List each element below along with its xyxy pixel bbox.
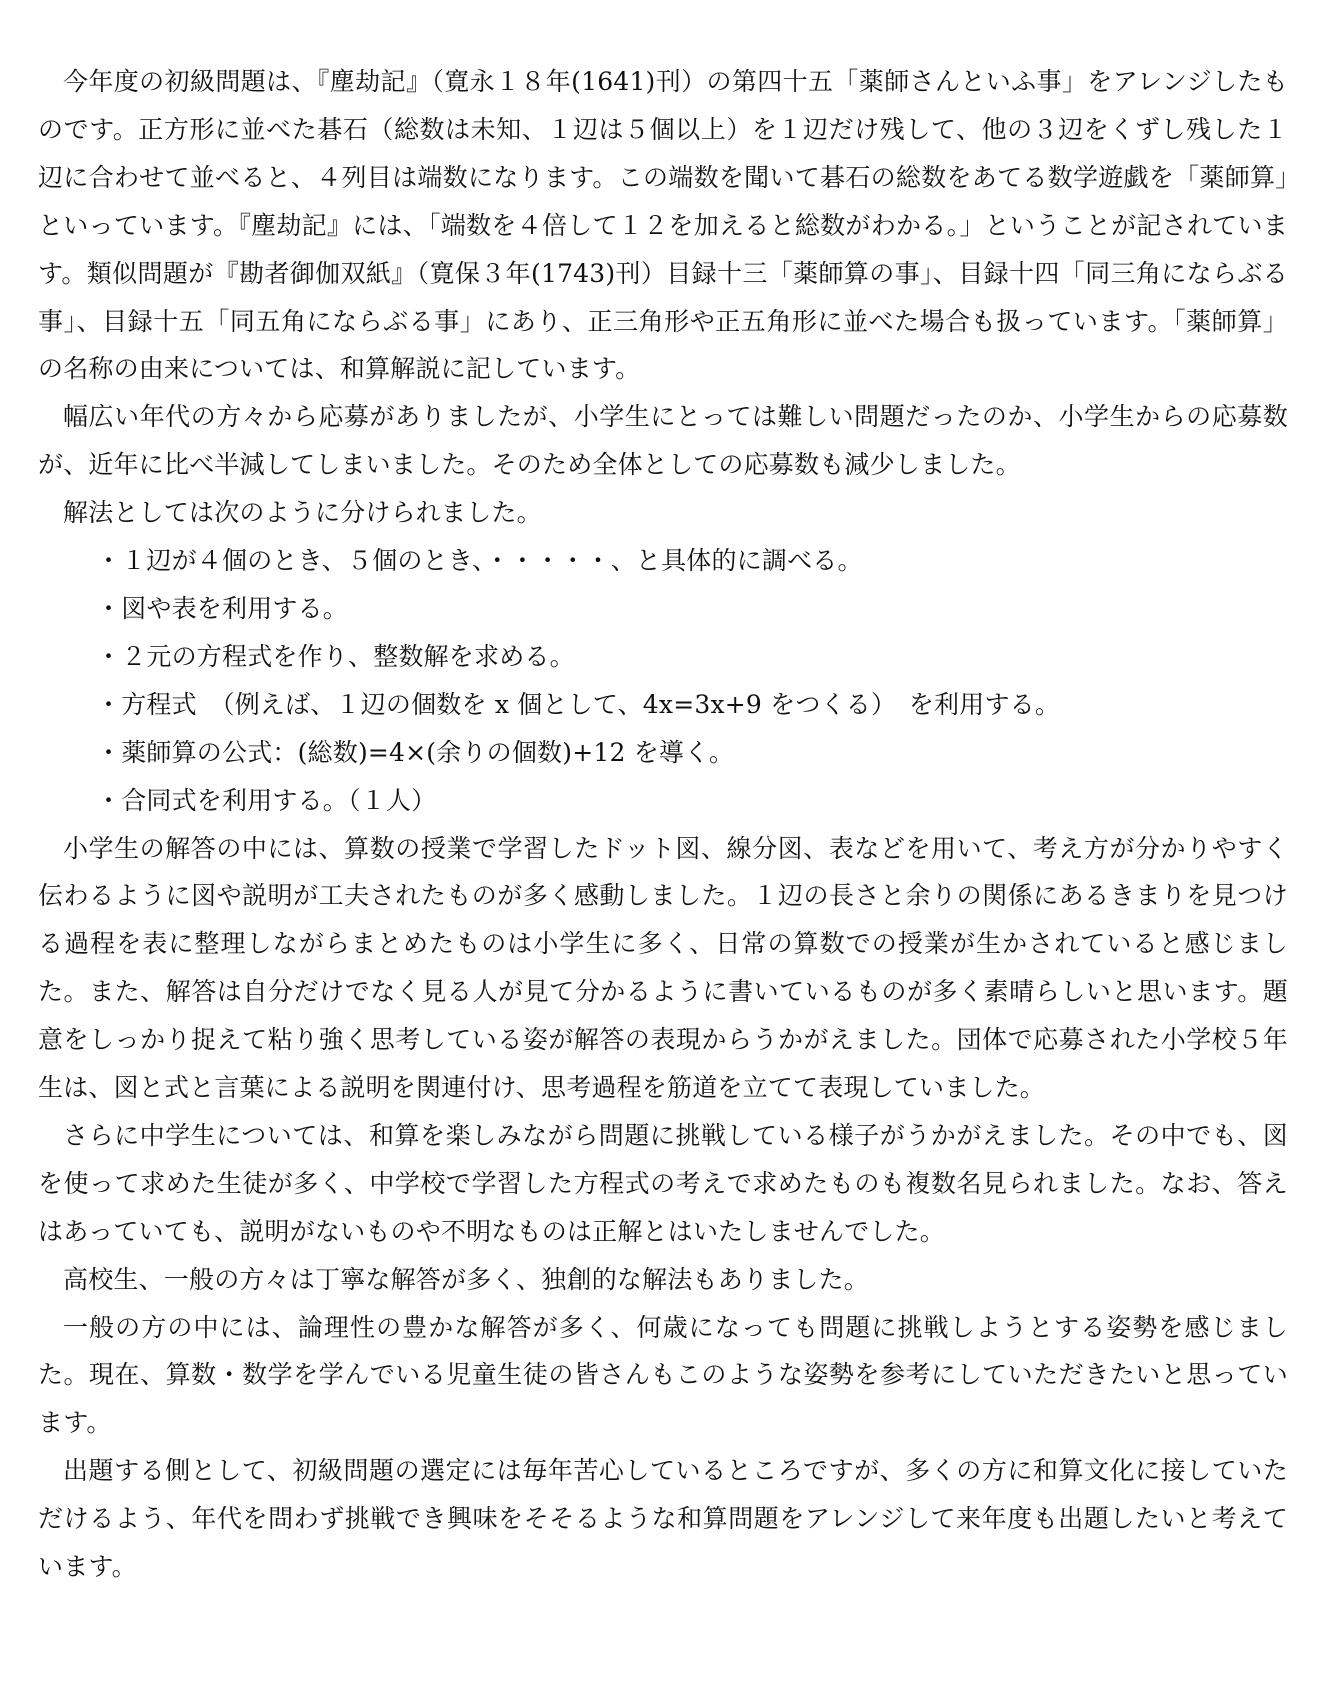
paragraph-high-school: 高校生、一般の方々は丁寧な解答が多く、独創的な解法もありました。 [63, 1264, 869, 1294]
list-item: ・薬師算の公式：(総数)=4×(余りの個数)+12 を導く。 [96, 737, 735, 767]
paragraph-elementary: 小学生の解答の中には、算数の授業で学習したドット図、線分図、表などを用いて、考え方が分かりやすく伝わるように図や説明が工夫されたものが多く感動しました。１辺の長さと余りの関係にあるきまりを見つける過程を表に整理しながらまとめたものは小学生に多く、日常の算数での授業が生かされていると感じました。また、解答は自分だけでなく見る人が見て分かるように書いているものが多く素晴らしいと思います。題意をしっかり捉えて粘り強く思考している姿が解答の表現からうかがえました。団体で応募された小学校５年生は、図と式と言葉による説明を関連付け、思考過程を筋道を立てて表現していました。 [38, 833, 1288, 1103]
list-item: ・合同式を利用する。（１人） [96, 785, 437, 815]
paragraph-closing: 出題する側として、初級問題の選定には毎年苦心しているところですが、多くの方に和算文化に接していただけるよう、年代を問わず挑戦でき興味をそそるような和算問題をアレンジして来年度も出題したいと考えています。 [38, 1456, 1288, 1582]
paragraph-applications: 幅広い年代の方々から応募がありましたが、小学生にとっては難しい問題だったのか、小学生からの応募数が、近年に比べ半減してしまいました。そのため全体としての応募数も減少しました。 [38, 402, 1288, 480]
paragraph-general: 一般の方の中には、論理性の豊かな解答が多く、何歳になっても問題に挑戦しようとする姿勢を感じました。現在、算数・数学を学んでいる児童生徒の皆さんもこのような姿勢を参考にしていただきたいと思っています。 [38, 1312, 1288, 1438]
list-item: ・方程式 （例えば、１辺の個数を x 個として、4x=3x+9 をつくる） を利用する。 [96, 689, 1061, 719]
paragraph-methods-intro: 解法としては次のように分けられました。 [63, 498, 542, 528]
list-item: ・２元の方程式を作り、整数解を求める。 [96, 641, 575, 671]
paragraph-intro: 今年度の初級問題は、『塵劫記』（寛永１８年(1641)刊）の第四十五「薬師さんといふ事」をアレンジしたものです。正方形に並べた碁石（総数は未知、１辺は５個以上）を１辺だけ残して、他の３辺をくずし残した１辺に合わせて並べると、４列目は端数になります。この端数を聞いて碁石の総数をあてる数学遊戯を「薬師算」といっています。『塵劫記』には、「端数を４倍して１２を加えると総数がわかる。」ということが記されています。類似問題が『勘者御伽双紙』（寛保３年(1743)刊）目録十三「薬師算の事」、目録十四「同三角にならぶる事」、目録十五「同五角にならぶる事」にあり、正三角形や正五角形に並べた場合も扱っています。「薬師算」の名称の由来については、和算解説に記しています。 [38, 67, 1288, 384]
list-item: ・図や表を利用する。 [96, 593, 349, 623]
document-body [38, 58, 1288, 1591]
list-item: ・１辺が４個のとき、５個のとき、・・・・・、と具体的に調べる。 [96, 546, 863, 576]
methods-list [38, 537, 1288, 824]
paragraph-junior-high: さらに中学生については、和算を楽しみながら問題に挑戦している様子がうかがえました。その中でも、図を使って求めた生徒が多く、中学校で学習した方程式の考えで求めたものも複数名見られました。なお、答えはあっていても、説明がないものや不明なものは正解とはいたしませんでした。 [38, 1120, 1288, 1246]
